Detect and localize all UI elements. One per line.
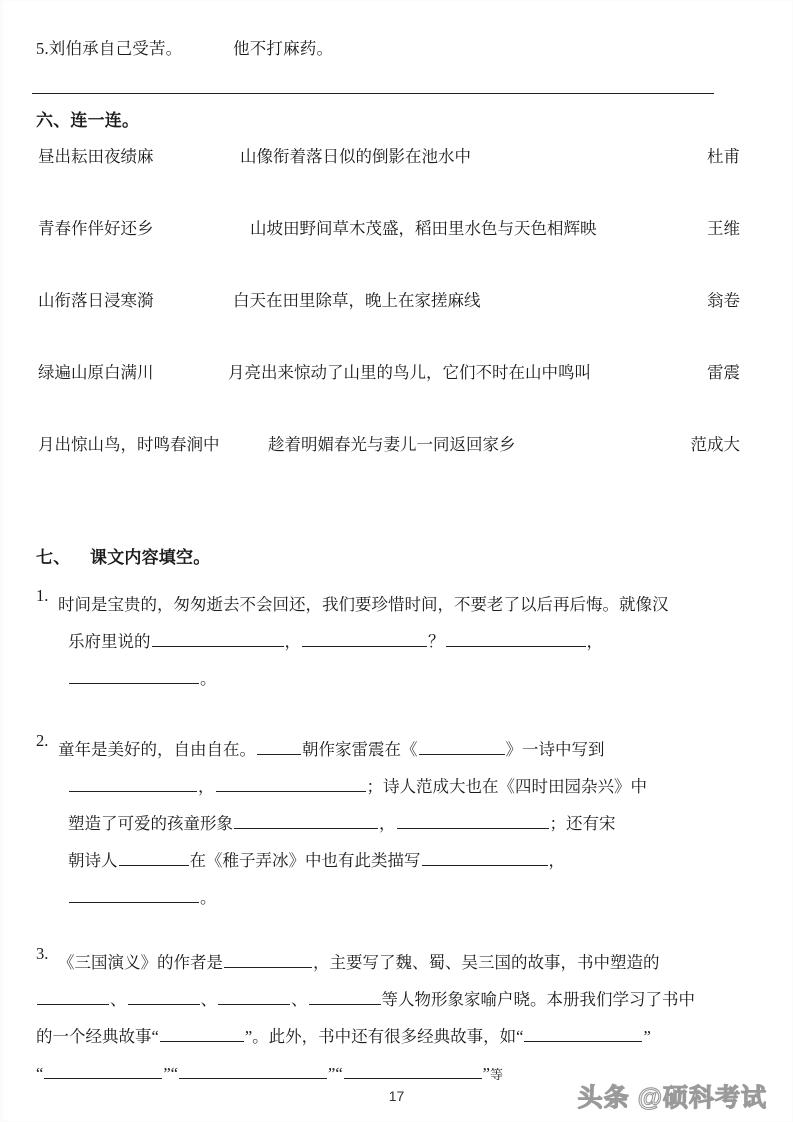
q2-text-d: ；诗人范成大也在《四时田园杂兴》中 xyxy=(366,777,647,796)
blank-input[interactable] xyxy=(128,987,200,1005)
match-poem-line[interactable]: 昼出耘田夜绩麻 xyxy=(38,147,154,166)
q2-comma-3: ， xyxy=(548,851,565,870)
q3-text-e: ”。此外，书中还有很多经典故事，如“ xyxy=(244,1027,524,1046)
q3-text-f: ” xyxy=(643,1027,651,1046)
blank-input[interactable] xyxy=(179,1061,327,1079)
blank-input[interactable] xyxy=(302,629,427,647)
section-seven-heading-number: 七、 xyxy=(36,548,71,567)
blank-input[interactable] xyxy=(524,1024,642,1042)
question-5-text-b: 他不打麻药。 xyxy=(233,39,334,58)
blank-input[interactable] xyxy=(44,1061,162,1079)
match-poem-line[interactable]: 月出惊山鸟，时鸣春涧中 xyxy=(38,435,220,454)
match-author[interactable]: 王维 xyxy=(707,219,740,238)
blank-input[interactable] xyxy=(224,950,312,968)
q2-text-h: 在《稚子弄冰》中也有此类描写 xyxy=(189,851,421,870)
table-row xyxy=(0,431,793,503)
q3-quote-close-3: ” xyxy=(482,1064,490,1083)
match-poem-line[interactable]: 绿遍山原白满川 xyxy=(38,363,154,382)
q3-quote-open-1: “ xyxy=(36,1064,44,1083)
matching-exercise xyxy=(0,143,793,503)
match-meaning[interactable]: 白天在田里除草，晚上在家搓麻线 xyxy=(233,291,481,310)
question-3-body xyxy=(36,944,768,1093)
match-author[interactable]: 杜甫 xyxy=(707,147,740,166)
question-5-text-a: 5.刘伯承自己受苦。 xyxy=(36,39,183,58)
q3-text-c: 等人物形象家喻户晓。本册我们学习了书中 xyxy=(381,990,695,1009)
question-1-number: 1. xyxy=(36,586,49,605)
q2-comma-2: ， xyxy=(379,814,396,833)
question-2-line-1 xyxy=(58,731,768,768)
blank-input[interactable] xyxy=(234,811,378,829)
question-2-line-3 xyxy=(68,805,768,842)
q2-text-c: 》一诗中写到 xyxy=(505,740,605,759)
table-row xyxy=(0,287,793,359)
match-author[interactable]: 范成大 xyxy=(690,435,740,454)
question-3-line-2 xyxy=(36,981,768,1018)
page-number: 17 xyxy=(388,1088,405,1104)
blank-input[interactable] xyxy=(152,629,284,647)
watermark: 头条 @硕科考试 xyxy=(577,1084,767,1112)
q3-text-a: 《三国演义》的作者是 xyxy=(58,953,223,972)
blank-input[interactable] xyxy=(344,1061,482,1079)
table-row xyxy=(0,359,793,431)
q3-quote-open-3: “ xyxy=(335,1064,343,1083)
blank-input[interactable] xyxy=(69,885,199,903)
question-2-line-4 xyxy=(68,842,768,879)
blank-input[interactable] xyxy=(422,848,548,866)
match-author[interactable]: 翁卷 xyxy=(707,291,740,310)
question-2-body xyxy=(58,731,768,916)
match-meaning[interactable]: 山像衔着落日似的倒影在池水中 xyxy=(240,147,471,166)
blank-input[interactable] xyxy=(119,848,189,866)
match-author[interactable]: 雷震 xyxy=(707,363,740,382)
q3-sep-1: 、 xyxy=(110,990,127,1009)
section-divider xyxy=(32,93,714,94)
blank-input[interactable] xyxy=(216,774,366,792)
q3-sep-2: 、 xyxy=(200,990,217,1009)
blank-input[interactable] xyxy=(218,987,290,1005)
blank-input[interactable] xyxy=(397,811,549,829)
q3-sep-3: 、 xyxy=(291,990,308,1009)
q2-comma-1: ， xyxy=(198,777,215,796)
question-1-line-2 xyxy=(68,623,758,660)
match-poem-line[interactable]: 山衔落日浸寒漪 xyxy=(38,291,154,310)
q2-text-f: ；还有宋 xyxy=(549,814,616,833)
blank-input[interactable] xyxy=(257,737,301,755)
q3-text-b: ，主要写了魏、蜀、吴三国的故事，书中塑造的 xyxy=(313,953,660,972)
section-six-heading: 六、连一连。 xyxy=(36,111,140,130)
blank-input[interactable] xyxy=(37,987,109,1005)
section-seven-heading-text: 课文内容填空。 xyxy=(90,548,211,567)
q2-text-a: 童年是美好的，自由自在。 xyxy=(58,740,256,759)
blank-input[interactable] xyxy=(69,666,199,684)
match-poem-line[interactable]: 青春作伴好还乡 xyxy=(38,219,154,238)
question-3-line-3 xyxy=(36,1018,768,1055)
match-meaning[interactable]: 山坡田野间草木茂盛，稻田里水色与天色相辉映 xyxy=(250,219,597,238)
q3-text-g: 等 xyxy=(489,1067,503,1082)
q2-text-g: 朝诗人 xyxy=(68,851,118,870)
question-1-line-1: 时间是宝贵的，匆匆逝去不会回还，我们要珍惜时间，不要老了以后再后悔。就像汉 xyxy=(58,595,669,614)
q3-text-d: 的一个经典故事“ xyxy=(36,1027,159,1046)
question-3-line-1 xyxy=(58,944,768,981)
q1-period: 。 xyxy=(200,669,217,688)
q2-text-b: 朝作家雷震在《 xyxy=(302,740,418,759)
question-2-number: 2. xyxy=(36,731,49,750)
question-2-line-5 xyxy=(68,879,768,916)
q3-quote-close-1: ” xyxy=(163,1064,171,1083)
blank-input[interactable] xyxy=(309,987,381,1005)
question-1-line-3 xyxy=(68,660,758,697)
q1-question-mark: ？ xyxy=(428,632,445,651)
match-meaning[interactable]: 趁着明媚春光与妻儿一同返回家乡 xyxy=(268,435,516,454)
question-1-body xyxy=(58,586,758,697)
q1-comma-2: ， xyxy=(586,632,603,651)
blank-input[interactable] xyxy=(446,629,586,647)
question-3-number: 3. xyxy=(36,944,49,963)
blank-input[interactable] xyxy=(69,774,197,792)
q2-period: 。 xyxy=(200,888,217,907)
q3-quote-open-2: “ xyxy=(170,1064,178,1083)
match-meaning[interactable]: 月亮出来惊动了山里的鸟儿，它们不时在山中鸣叫 xyxy=(228,363,591,382)
q2-text-e: 塑造了可爱的孩童形象 xyxy=(68,814,233,833)
q1-text-a: 乐府里说的 xyxy=(68,632,151,651)
q3-quote-close-2: ” xyxy=(327,1064,336,1083)
blank-input[interactable] xyxy=(160,1024,244,1042)
q1-comma-1: ， xyxy=(284,632,301,651)
table-row xyxy=(0,215,793,287)
question-2-line-2 xyxy=(68,768,768,805)
table-row xyxy=(0,143,793,215)
blank-input[interactable] xyxy=(419,737,505,755)
